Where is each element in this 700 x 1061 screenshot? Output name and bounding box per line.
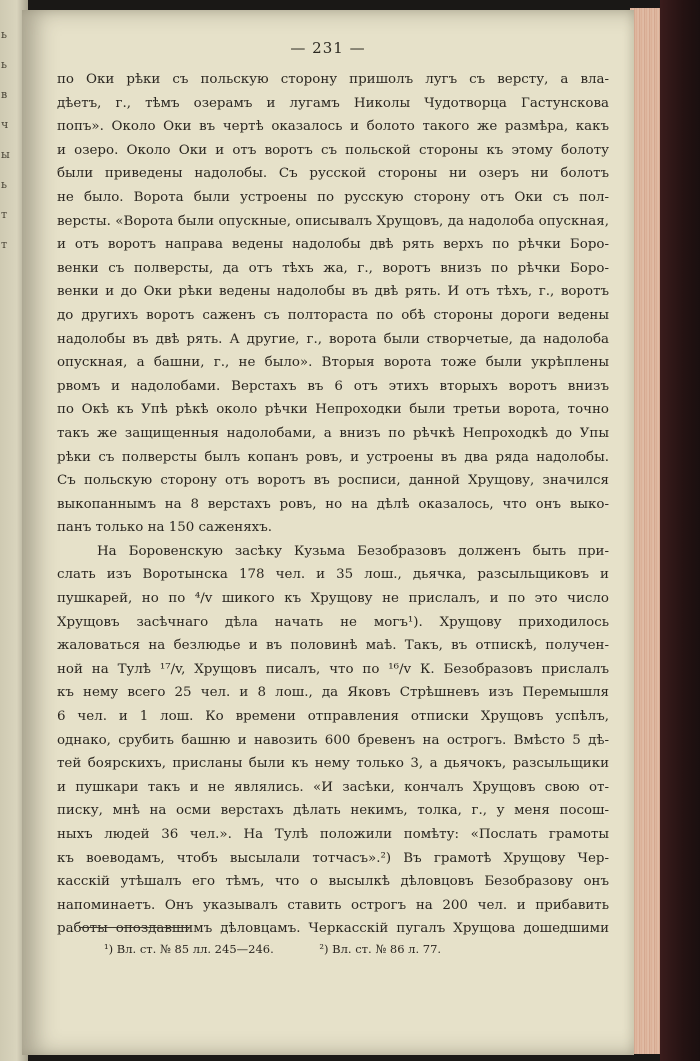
text-line: до другихъ воротъ саженъ съ полтораста по обѣ стороны дороги ведены [57, 307, 609, 323]
text-line: и пушкари такъ и не являлись. «И засѣки, кончалъ Хрущовъ свою от- [57, 779, 609, 795]
left-page-glyph: ь [1, 58, 7, 71]
left-page-glyph: т [1, 208, 8, 221]
text-line: слать изъ Воротынска 178 чел. и 35 лош., дьячка, разсыльщиковъ и [57, 567, 609, 583]
book-cover [660, 0, 700, 1061]
text-line: версты. «Ворота были опускные, описывалъ Хрущовъ, да надолоба опускная, [57, 213, 609, 229]
text-line: жаловаться на безлюдье и въ половинѣ маѣ. Такъ, въ отпискѣ, получен- [57, 638, 609, 654]
text-line: 6 чел. и 1 лош. Ко времени отправления отписки Хрущовъ успѣлъ, [57, 709, 609, 725]
text-line: надолобы въ двѣ рять. А другие, г., ворота были створчетые, да надолоба [57, 331, 609, 347]
text-line: Съ польскую сторону отъ воротъ въ росписи, данной Хрущову, значился [57, 473, 609, 489]
footnote-rule [79, 927, 189, 928]
page-edge-stack [630, 8, 662, 1054]
text-line: опускная, а башни, г., не было». Вторыя ворота тоже были укрѣплены [57, 355, 609, 371]
text-line: Хрущовъ засѣчнаго дѣла начать не могъ¹). Хрущову приходилось [57, 614, 609, 630]
text-line: тей боярскихъ, присланы были къ нему только 3, а дьячокъ, разсыльщики [57, 756, 609, 772]
text-line: такъ же защищенныя надолобами, а внизъ по рѣчкѣ Непроходкѣ до Упы [57, 425, 609, 441]
text-line: ной на Тулѣ ¹⁷/v, Хрущовъ писалъ, что по ¹⁶/v К. Безобразовъ прислалъ [57, 661, 609, 677]
text-line: напоминаетъ. Онъ указывалъ ставить острогъ на 200 чел. и прибавить [57, 897, 609, 913]
text-line: къ воеводамъ, чтобъ высылали тотчасъ».²) Въ грамотѣ Хрущову Чер- [57, 850, 609, 866]
text-line: касскій утѣшалъ его тѣмъ, что о высылкѣ дѣловцовъ Безобразову онъ [57, 874, 609, 890]
text-line: венки съ полверсты, да отъ тѣхъ жа, г., воротъ внизъ по рѣчки Боро- [57, 260, 609, 276]
page-number: — 231 — [290, 39, 366, 57]
text-line: писку, мнѣ на осми верстахъ дѣлать некимъ, толка, г., у меня посош- [57, 803, 609, 819]
text-line: не было. Ворота были устроены по русскую сторону отъ Оки съ пол- [57, 189, 609, 205]
text-line: были приведены надолобы. Съ русской стороны ни озеръ ни болотъ [57, 166, 609, 182]
text-line: рвомъ и надолобами. Верстахъ въ 6 отъ этихъ вторыхъ воротъ внизъ [57, 378, 609, 394]
text-line: попъ». Около Оки въ чертѣ оказалось и болото такого же размѣра, какъ [57, 119, 609, 135]
footnotes [104, 942, 441, 956]
left-page-glyph: т [1, 238, 8, 251]
text-line: ныхъ людей 36 чел.». На Тулѣ положили помѣту: «Послать грамоты [57, 827, 609, 842]
text-line: по Оки рѣки съ польскую сторону пришолъ лугъ съ версту, а вла- [57, 72, 609, 87]
left-page-glyph: ь [1, 178, 7, 191]
paragraph-last-line: панъ только на 150 саженяхъ. [57, 520, 272, 536]
footnote-1: ¹) Вл. ст. № 85 лл. 245—246. [104, 942, 274, 956]
left-page-glyph: ч [1, 118, 9, 131]
left-page-glyph: ы [1, 148, 10, 161]
text-line: къ нему всего 25 чел. и 8 лош., да Яковъ Стрѣшневъ изъ Перемышля [57, 685, 609, 701]
book-page [22, 10, 634, 1055]
text-line: пушкарей, но по ⁴/v шикого къ Хрущову не прислалъ, и по это число [57, 591, 609, 607]
paragraph-first-line: На Боровенскую засѣку Кузьма Безобразовъ долженъ быть при- [97, 543, 609, 559]
footnote-2: ²) Вл. ст. № 86 л. 77. [319, 942, 442, 956]
text-line: венки и до Оки рѣки ведены надолобы въ двѣ рять. И отъ тѣхъ, г., воротъ [57, 284, 609, 300]
text-line: и отъ воротъ направа ведены надолобы двѣ рять верхъ по рѣчки Боро- [57, 237, 609, 253]
left-page-glyph: в [1, 88, 8, 101]
text-line: по Окѣ къ Упѣ рѣкѣ около рѣчки Непроходки были третьи ворота, точно [57, 402, 609, 418]
text-line: дѣетъ, г., тѣмъ озерамъ и лугамъ Николы Чудотворца Гастунскова [57, 95, 609, 111]
left-page-glyph: ь [1, 28, 7, 41]
text-line: однако, срубить башню и навозить 600 бревенъ на острогъ. Вмѣсто 5 дѣ- [57, 732, 609, 748]
text-line: работы опоздавшимъ дѣловцамъ. Черкасскій пугалъ Хрущова дошедшими [57, 921, 609, 937]
text-line: и озеро. Около Оки и отъ воротъ съ польской стороны къ этому болоту [57, 142, 609, 158]
page-body [57, 68, 609, 941]
text-line: рѣки съ полверсты былъ копанъ ровъ, и устроены въ два ряда надолобы. [57, 449, 609, 465]
text-line: выкопаннымъ на 8 верстахъ ровъ, но на дѣлѣ оказалось, что онъ выко- [57, 496, 609, 512]
